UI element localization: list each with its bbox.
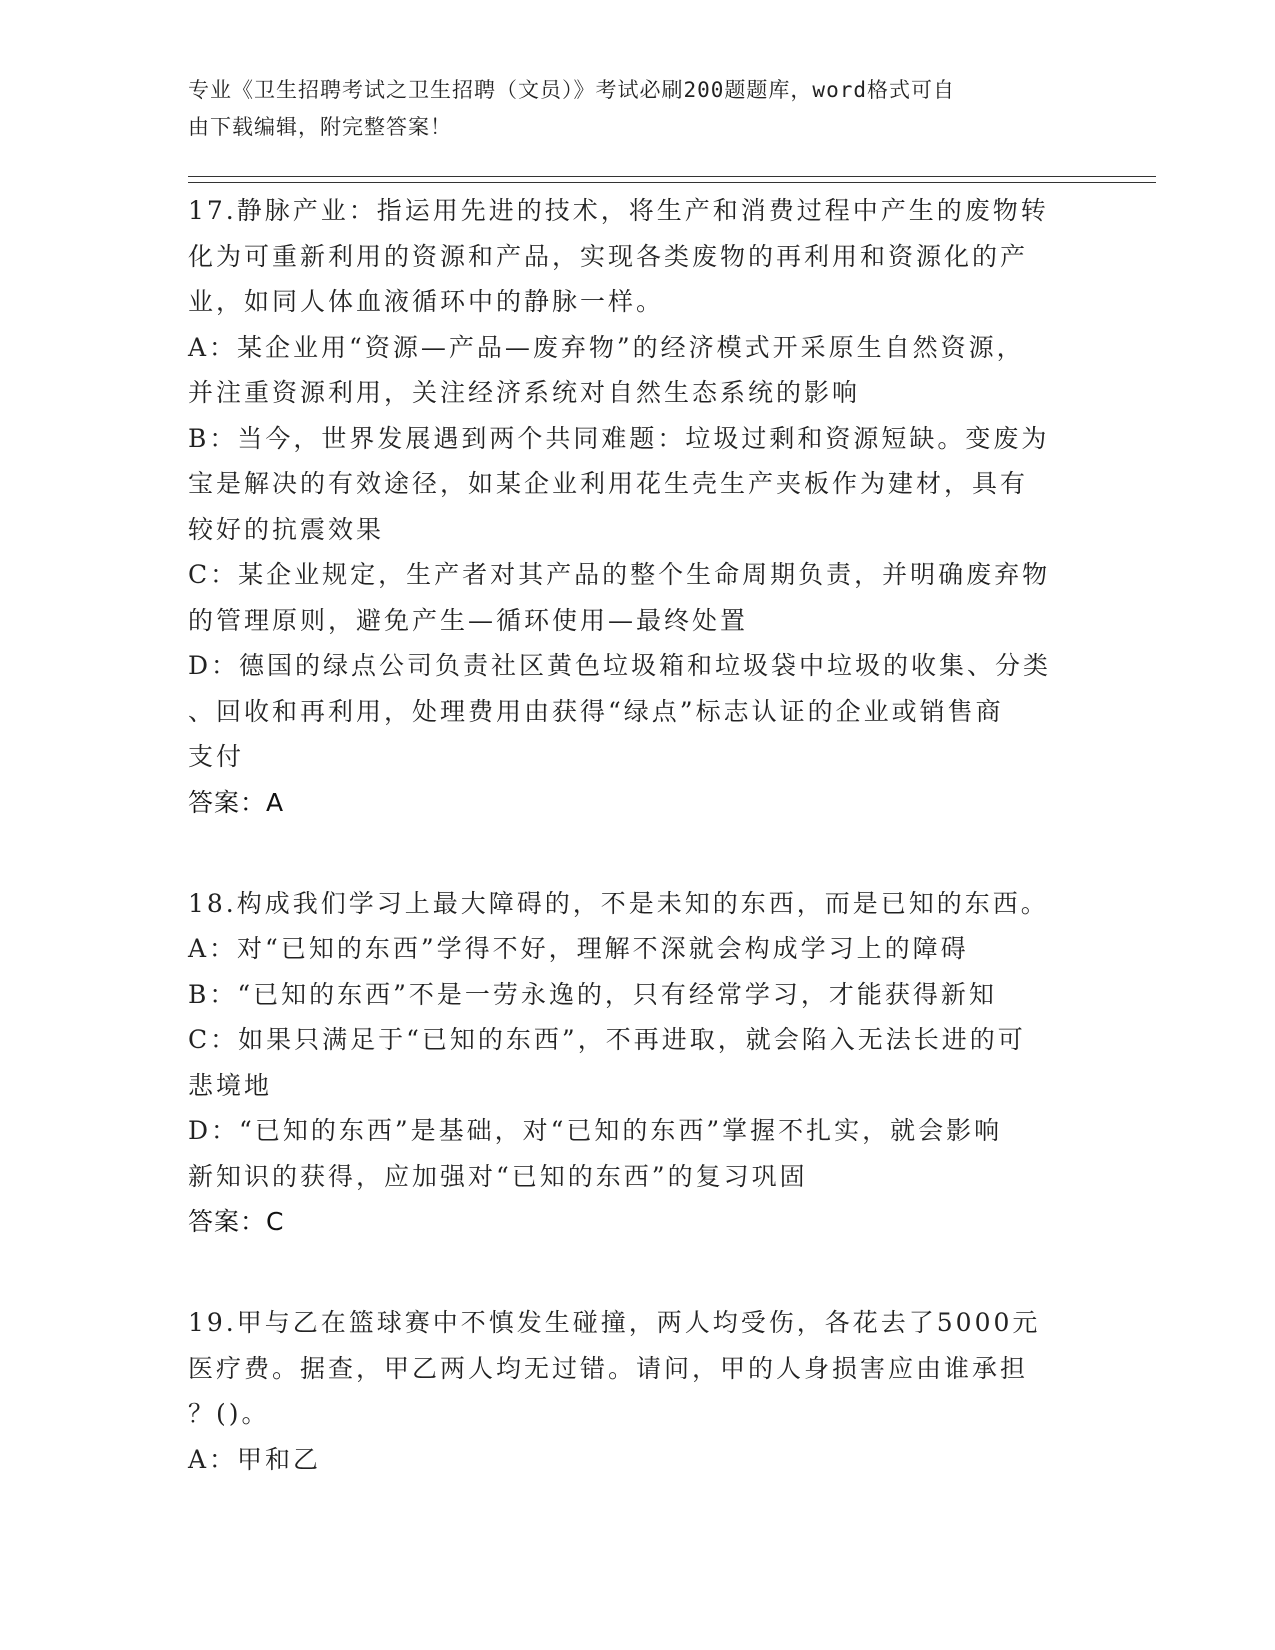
- option-a-line: A：甲和乙: [188, 1444, 322, 1474]
- header-line-1: 专业《卫生招聘考试之卫生招聘（文员）》考试必刷200题题库，word格式可自: [188, 78, 955, 102]
- header-divider-top: [188, 176, 1156, 177]
- option-a-line: 并注重资源利用，关注经济系统对自然生态系统的影响: [188, 378, 861, 407]
- question-text-line: 医疗费。据查，甲乙两人均无过错。请问，甲的人身损害应由谁承担: [188, 1353, 1029, 1383]
- option-b-line: B：“已知的东西”不是一劳永逸的，只有经常学习，才能获得新知: [188, 979, 997, 1009]
- option-c-line: C：某企业规定，生产者对其产品的整个生命周期负责，并明确废弃物: [188, 560, 1051, 589]
- option-a-line: A：对“已知的东西”学得不好，理解不深就会构成学习上的障碍: [188, 934, 969, 963]
- question-text-line: ？()。: [188, 1399, 270, 1428]
- question-17: [188, 188, 1068, 825]
- answer-label: 答案：C: [188, 1207, 285, 1236]
- option-b-line: B：当今，世界发展遇到两个共同难题：垃圾过剩和资源短缺。变废为: [188, 423, 1050, 453]
- option-c-line: C：如果只满足于“已知的东西”，不再进取，就会陷入无法长进的可: [188, 1025, 1026, 1054]
- option-b-line: 宝是解决的有效途径，如某企业利用花生壳生产夹板作为建材，具有: [188, 469, 1029, 498]
- question-text-line: 17.静脉产业：指运用先进的技术，将生产和消费过程中产生的废物转: [188, 196, 1049, 225]
- option-d-line: D：“已知的东西”是基础，对“已知的东西”掌握不扎实，就会影响: [188, 1116, 1003, 1145]
- question-text-line: 化为可重新利用的资源和产品，实现各类废物的再利用和资源化的产: [188, 241, 1029, 271]
- option-a-line: A：某企业用“资源—产品—废弃物”的经济模式开采原生自然资源，: [188, 332, 1025, 362]
- option-d-line: D：德国的绿点公司负责社区黄色垃圾箱和垃圾袋中垃圾的收集、分类: [188, 651, 1052, 680]
- question-text-line: 19.甲与乙在篮球赛中不慎发生碰撞，两人均受伤，各花去了5000元: [188, 1308, 1041, 1337]
- question-18: [188, 881, 1068, 1245]
- option-c-line: 悲境地: [188, 1070, 273, 1100]
- question-text-line: 18.构成我们学习上最大障碍的，不是未知的东西，而是已知的东西。: [188, 888, 1049, 918]
- question-19: [188, 1300, 1068, 1482]
- option-b-line: 较好的抗震效果: [188, 514, 385, 544]
- option-c-line: 的管理原则，避免产生—循环使用—最终处置: [188, 605, 749, 635]
- option-d-line: 支付: [188, 742, 245, 771]
- option-d-line: 新知识的获得，应加强对“已知的东西”的复习巩固: [188, 1161, 808, 1191]
- question-text-line: 业，如同人体血液循环中的静脉一样。: [188, 287, 665, 316]
- question-list: [188, 188, 1068, 1538]
- answer-label: 答案：A: [188, 787, 285, 817]
- header-line-2: 由下载编辑，附完整答案！: [188, 115, 452, 139]
- header-divider-bottom: [188, 182, 1156, 183]
- document-header: [188, 72, 1068, 146]
- option-d-line: 、回收和再利用，处理费用由获得“绿点”标志认证的企业或销售商: [188, 696, 1004, 726]
